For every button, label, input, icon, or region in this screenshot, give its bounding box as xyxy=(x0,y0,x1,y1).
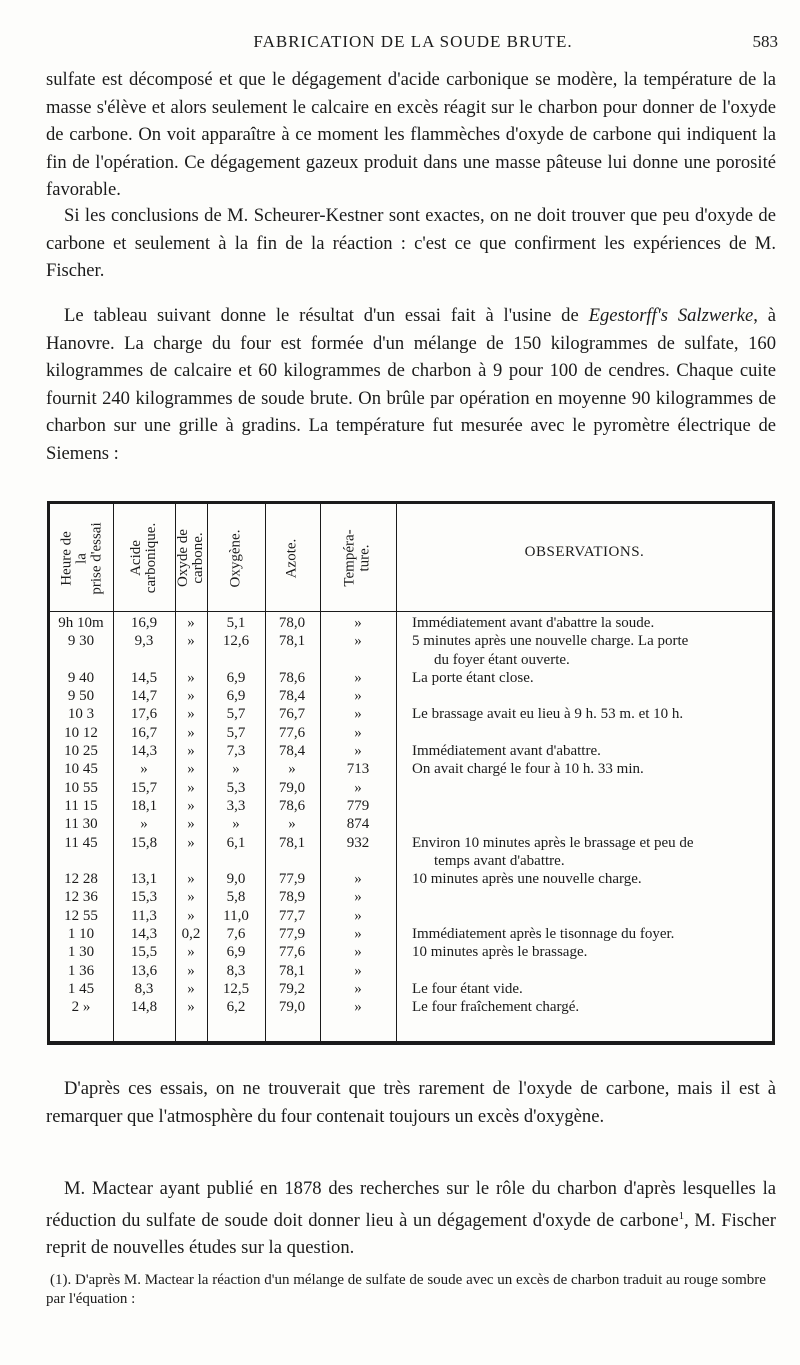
observation-text-continued: temps avant d'abattre. xyxy=(434,852,565,869)
cell-n2: 77,9 xyxy=(278,871,306,888)
table-row xyxy=(50,962,772,980)
running-title: FABRICATION DE LA SOUDE BRUTE. xyxy=(253,32,573,51)
cell-co2: 16,9 xyxy=(130,615,158,631)
cell-n2: » xyxy=(288,761,296,778)
cell-o2: 9,0 xyxy=(226,871,246,888)
header-time: Heure de la prise d'essai xyxy=(58,521,105,595)
cell-temp: » xyxy=(354,669,362,686)
cell-time: 10 3 xyxy=(67,706,95,723)
cell-o2: 6,1 xyxy=(226,834,246,851)
cell-temp: 932 xyxy=(346,834,370,851)
cell-co2: 14,5 xyxy=(130,669,158,686)
header-nitrogen: Azote. xyxy=(283,538,300,578)
cell-n2: 78,4 xyxy=(278,688,306,705)
cell-o2: 6,9 xyxy=(226,688,246,705)
table-row xyxy=(50,907,772,925)
cell-time: 11 30 xyxy=(64,816,98,833)
observation-text: Le four fraîchement chargé. xyxy=(412,999,580,1016)
cell-time: 10 25 xyxy=(64,743,98,760)
cell-co: » xyxy=(187,871,195,888)
paragraph-5-part-a: M. Mactear ayant publié en 1878 des recherches sur le rôle du charbon d'après lesquelles la réduction du sulfate de soude doit donner lieu à un dégagement d'oxyde de carbone xyxy=(46,1178,776,1231)
cell-time: 1 45 xyxy=(67,980,95,997)
cell-co2: 15,3 xyxy=(130,889,158,906)
cell-o2: 8,3 xyxy=(226,962,246,979)
cell-n2: 78,4 xyxy=(278,743,306,760)
cell-n2: 77,7 xyxy=(278,907,306,924)
cell-time: 9 40 xyxy=(67,669,95,686)
cell-time: 9h 10m xyxy=(58,615,104,631)
paragraph-5-part-b: , M. Fischer reprit de nouvelles études sur la question. xyxy=(46,1209,776,1259)
gas-analysis-table xyxy=(47,501,775,1045)
cell-n2: 78,1 xyxy=(278,834,306,851)
cell-temp: » xyxy=(354,962,362,979)
cell-observation xyxy=(412,760,767,778)
cell-time: 12 28 xyxy=(64,871,98,888)
cell-o2: 6,9 xyxy=(226,944,246,961)
cell-temp: » xyxy=(354,871,362,888)
table-row xyxy=(50,834,772,871)
cell-observation xyxy=(412,705,767,723)
table-row xyxy=(50,669,772,687)
cell-n2: 77,6 xyxy=(278,724,306,741)
paragraph-4: D'après ces essais, on ne trouverait que très rarement de l'oxyde de carbone, mais il est à remarquer que l'atmosphère du four contenait toujours un excès d'oxygène. xyxy=(46,1078,776,1127)
cell-o2: » xyxy=(232,761,240,778)
table-row xyxy=(50,943,772,961)
cell-o2: 5,7 xyxy=(226,706,246,723)
table-header xyxy=(50,504,772,612)
cell-temp: » xyxy=(354,980,362,997)
cell-n2: 78,6 xyxy=(278,669,306,686)
footnote-marker: 1 xyxy=(678,1209,685,1222)
paragraph-3 xyxy=(46,302,776,467)
cell-temp: » xyxy=(354,779,362,796)
cell-co: 0,2 xyxy=(181,926,201,943)
cell-co2: 9,3 xyxy=(134,633,154,650)
cell-temp: 874 xyxy=(346,816,370,833)
header-observations: OBSERVATIONS. xyxy=(524,544,645,560)
observation-text: Immédiatement après le tisonnage du foyer. xyxy=(412,926,675,943)
header-oxygen: Oxygène. xyxy=(227,529,244,587)
cell-temp: 779 xyxy=(346,797,370,814)
cell-temp: » xyxy=(354,926,362,943)
cell-co2: 14,7 xyxy=(130,688,158,705)
cell-co: » xyxy=(187,797,195,814)
cell-temp: » xyxy=(354,724,362,741)
cell-n2: 78,9 xyxy=(278,889,306,906)
cell-co: » xyxy=(187,889,195,906)
cell-co: » xyxy=(187,615,195,631)
cell-o2: » xyxy=(232,816,240,833)
cell-n2: » xyxy=(288,816,296,833)
cell-co2: » xyxy=(140,816,148,833)
cell-observation xyxy=(412,998,767,1016)
cell-observation xyxy=(412,980,767,998)
cell-time: 12 55 xyxy=(64,907,98,924)
observation-text-continued: du foyer étant ouverte. xyxy=(434,651,570,668)
cell-time: 10 12 xyxy=(64,724,98,741)
cell-o2: 6,9 xyxy=(226,669,246,686)
cell-temp: » xyxy=(354,944,362,961)
cell-time: 9 50 xyxy=(67,688,95,705)
cell-co2: 15,5 xyxy=(130,944,158,961)
cell-temp: » xyxy=(354,999,362,1016)
table-row xyxy=(50,724,772,742)
table-row xyxy=(50,797,772,815)
observation-text: On avait chargé le four à 10 h. 33 min. xyxy=(412,761,644,778)
paragraph-3-part-a: Le tableau suivant donne le résultat d'un essai fait à l'usine de xyxy=(64,305,589,326)
cell-temp: » xyxy=(354,633,362,650)
cell-time: 10 45 xyxy=(64,761,98,778)
cell-observation xyxy=(412,943,767,961)
company-name: Egestorff's Salzwerke xyxy=(588,305,754,326)
cell-time: 12 36 xyxy=(64,889,98,906)
observation-text: 10 minutes après une nouvelle charge. xyxy=(412,871,642,888)
observation-text: Le four étant vide. xyxy=(412,980,523,997)
cell-co2: 14,3 xyxy=(130,743,158,760)
table-row xyxy=(50,815,772,833)
cell-temp: » xyxy=(354,615,362,631)
cell-co: » xyxy=(187,944,195,961)
observation-text: Immédiatement avant d'abattre la soude. xyxy=(412,615,655,631)
cell-co: » xyxy=(187,724,195,741)
cell-time: 9 30 xyxy=(67,633,95,650)
cell-time: 11 15 xyxy=(64,797,98,814)
cell-co: » xyxy=(187,962,195,979)
cell-co2: 15,8 xyxy=(130,834,158,851)
cell-n2: 78,1 xyxy=(278,633,306,650)
cell-o2: 12,6 xyxy=(222,633,250,650)
cell-o2: 7,6 xyxy=(226,926,246,943)
cell-temp: » xyxy=(354,706,362,723)
cell-n2: 79,0 xyxy=(278,779,306,796)
cell-co2: 13,1 xyxy=(130,871,158,888)
cell-co2: 17,6 xyxy=(130,706,158,723)
cell-o2: 5,3 xyxy=(226,779,246,796)
cell-observation xyxy=(412,669,767,687)
cell-n2: 79,2 xyxy=(278,980,306,997)
cell-n2: 78,0 xyxy=(278,615,306,631)
cell-observation xyxy=(412,870,767,888)
cell-n2: 78,6 xyxy=(278,797,306,814)
cell-observation xyxy=(412,742,767,760)
cell-n2: 78,1 xyxy=(278,962,306,979)
observation-text: Le brassage avait eu lieu à 9 h. 53 m. et 10 h. xyxy=(412,706,684,723)
table-row xyxy=(50,980,772,998)
cell-co: » xyxy=(187,669,195,686)
cell-n2: 77,9 xyxy=(278,926,306,943)
cell-temp: » xyxy=(354,743,362,760)
observation-text: Environ 10 minutes après le brassage et peu de xyxy=(412,834,694,851)
cell-co2: 11,3 xyxy=(131,907,157,924)
cell-temp: 713 xyxy=(346,761,370,778)
cell-co2: 16,7 xyxy=(130,724,158,741)
cell-observation xyxy=(412,834,767,871)
cell-observation xyxy=(412,925,767,943)
cell-co: » xyxy=(187,706,195,723)
observation-text: La porte étant close. xyxy=(412,669,534,686)
cell-co: » xyxy=(187,779,195,796)
table-row xyxy=(50,760,772,778)
cell-co2: 13,6 xyxy=(130,962,158,979)
cell-observation xyxy=(412,614,767,632)
cell-co: » xyxy=(187,761,195,778)
cell-co: » xyxy=(187,999,195,1016)
paragraph-5 xyxy=(46,1175,776,1262)
cell-time: 2 » xyxy=(71,999,91,1016)
cell-co: » xyxy=(187,633,195,650)
header-temperature: Tempéra- ture. xyxy=(342,529,373,587)
observation-text: Immédiatement avant d'abattre. xyxy=(412,743,601,760)
cell-co: » xyxy=(187,834,195,851)
cell-time: 11 45 xyxy=(64,834,98,851)
cell-n2: 77,6 xyxy=(278,944,306,961)
cell-co2: 14,3 xyxy=(130,926,158,943)
cell-time: 1 36 xyxy=(67,962,95,979)
cell-co2: 18,1 xyxy=(130,797,158,814)
page-number: 583 xyxy=(752,32,778,51)
table-row xyxy=(50,870,772,888)
table-row xyxy=(50,888,772,906)
cell-co: » xyxy=(187,688,195,705)
cell-temp: » xyxy=(354,889,362,906)
paragraph-1: sulfate est décomposé et que le dégagement d'acide carbonique se modère, la température de la masse s'élève et alors seulement le calcaire en excès réagit sur le charbon pour donner de l'oxyde de carbone. On voit apparaître à ce moment les flammèches d'oxyde de carbone qui indiquent la fin de l'opération. Ce dégagement gazeux produit dans une masse pâteuse lui donne une porosité favorable. xyxy=(46,69,776,200)
cell-o2: 3,3 xyxy=(226,797,246,814)
cell-n2: 76,7 xyxy=(278,706,306,723)
table-body xyxy=(50,614,772,1017)
table-row xyxy=(50,925,772,943)
cell-o2: 5,7 xyxy=(226,724,246,741)
table-row xyxy=(50,779,772,797)
cell-temp: » xyxy=(354,907,362,924)
header-co2: Acide carbonique. xyxy=(128,522,160,594)
cell-o2: 6,2 xyxy=(226,999,246,1016)
cell-co2: » xyxy=(140,761,148,778)
cell-time: 10 55 xyxy=(64,779,98,796)
cell-time: 1 30 xyxy=(67,944,95,961)
table-row xyxy=(50,705,772,723)
cell-o2: 5,8 xyxy=(226,889,246,906)
header-co: Oxyde de carbone. xyxy=(175,529,206,587)
cell-o2: 5,1 xyxy=(226,615,246,631)
cell-n2: 79,0 xyxy=(278,999,306,1016)
table-row xyxy=(50,632,772,669)
running-header xyxy=(48,32,778,56)
table-row xyxy=(50,614,772,632)
cell-o2: 12,5 xyxy=(222,980,250,997)
table-row xyxy=(50,742,772,760)
cell-co2: 8,3 xyxy=(134,980,154,997)
observation-text: 10 minutes après le brassage. xyxy=(412,944,588,961)
cell-observation xyxy=(412,632,767,669)
cell-co: » xyxy=(187,907,195,924)
cell-co2: 14,8 xyxy=(130,999,158,1016)
cell-co: » xyxy=(187,816,195,833)
footnote: (1). D'après M. Mactear la réaction d'un mélange de sulfate de soude avec un excès de charbon traduit au rouge sombre par l'équation : xyxy=(46,1272,766,1307)
cell-co: » xyxy=(187,743,195,760)
observation-text: 5 minutes après une nouvelle charge. La porte xyxy=(412,633,689,650)
cell-o2: 11,0 xyxy=(223,907,249,924)
table-row xyxy=(50,687,772,705)
cell-o2: 7,3 xyxy=(226,743,246,760)
cell-co: » xyxy=(187,980,195,997)
cell-temp: » xyxy=(354,688,362,705)
table-row xyxy=(50,998,772,1016)
paragraph-3-part-b: , à Hanovre. La charge du four est formée d'un mélange de 150 kilogrammes de sulfate, 160 kilogrammes de calcaire et 60 kilogrammes de charbon à 9 pour 100 de cendres. Chaque cuite fournit 240 kilogrammes de soude brute. On brûle par opération en moyenne 90 kilogrammes de charbon sur une grille à gradins. La température fut mesurée avec le pyromètre électrique de Siemens : xyxy=(46,305,776,464)
paragraph-2: Si les conclusions de M. Scheurer-Kestner sont exactes, on ne doit trouver que peu d'oxyde de carbone et seulement à la fin de la réaction : c'est ce que confirment les expériences de M. Fischer. xyxy=(46,205,776,281)
cell-co2: 15,7 xyxy=(130,779,158,796)
cell-time: 1 10 xyxy=(67,926,95,943)
